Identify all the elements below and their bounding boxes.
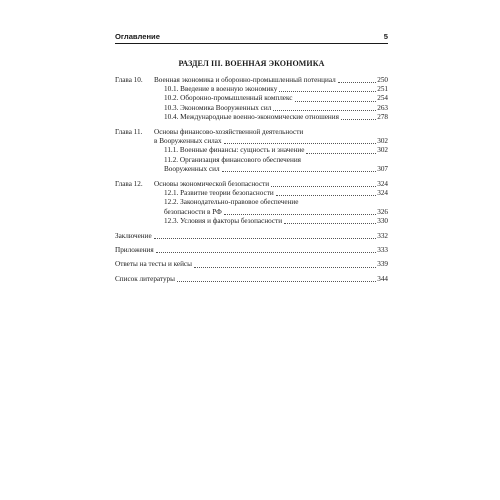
entry-page: 324 [377, 180, 388, 189]
entry-page: 278 [377, 112, 388, 121]
chapter-label: Глава 11. [115, 128, 143, 137]
entry-page: 263 [377, 103, 388, 112]
toc-entry[interactable] [154, 217, 388, 226]
entry-page: 251 [377, 85, 388, 94]
entry-page: 333 [377, 246, 388, 255]
toc-entry[interactable] [154, 128, 388, 146]
entry-page: 302 [377, 137, 388, 146]
entry-page: 324 [377, 189, 388, 198]
dot-leader [224, 143, 377, 144]
entry-title: Ответы на тесты и кейсы [115, 260, 192, 269]
entry-title: Военная экономика и оборонно-промышленный потенциал [154, 76, 336, 84]
dot-leader [284, 223, 376, 224]
entry-title: 10.2. Оборонно-промышленный комплекс [164, 94, 293, 103]
entry-title: 10.3. Экономика Вооруженных сил [164, 103, 272, 112]
section-title: РАЗДЕЛ III. ВОЕННАЯ ЭКОНОМИКА [178, 59, 325, 68]
toc-entry[interactable] [154, 189, 388, 198]
entry-title: Заключение [115, 232, 152, 241]
dot-leader [338, 82, 377, 83]
entry-page: 307 [377, 164, 388, 173]
entry-title-line1: 11.2. Организация финансового обеспечения [164, 155, 301, 164]
running-head [115, 32, 388, 44]
dot-leader [154, 238, 377, 239]
toc-chapter-12 [115, 180, 388, 226]
dot-leader [279, 91, 376, 92]
dot-leader [306, 153, 376, 154]
dot-leader [194, 267, 376, 268]
dot-leader [156, 252, 377, 253]
toc-chapter-11 [115, 128, 388, 174]
dot-leader [177, 281, 376, 282]
entry-title-line2: безопасности в РФ [164, 207, 222, 216]
entry-page: 330 [377, 216, 388, 225]
toc-chapter-10 [115, 76, 388, 122]
entry-title: Основы экономической безопасности [154, 180, 270, 189]
entry-page: 326 [377, 207, 388, 216]
entry-page: 302 [377, 146, 388, 155]
entry-title-line1: Основы финансово-хозяйственной деятельности [154, 128, 304, 137]
entry-page: 254 [377, 94, 388, 103]
table-of-contents [115, 76, 388, 284]
entry-title-line2: в Вооруженных силах [154, 137, 222, 146]
toc-entry[interactable] [154, 113, 388, 122]
toc-entry[interactable] [154, 198, 388, 216]
toc-entry-references[interactable] [115, 275, 388, 284]
chapter-label: Глава 12. [115, 180, 143, 189]
chapter-label: Глава 10. [115, 76, 143, 84]
dot-leader [222, 171, 377, 172]
entry-title: Приложения [115, 246, 154, 255]
entry-title: Список литературы [115, 274, 175, 283]
book-page [115, 32, 388, 284]
toc-entry[interactable] [154, 146, 388, 155]
page-number: 5 [383, 32, 388, 41]
toc-entry-conclusion[interactable] [115, 232, 388, 241]
entry-title-line1: 12.2. Законодательно-правовое обеспечение [164, 198, 299, 207]
toc-entry[interactable] [154, 104, 388, 113]
entry-title: 12.3. Условия и факторы безопасности [164, 216, 283, 225]
entry-title: 10.1. Введение в военную экономику [164, 85, 278, 94]
dot-leader [224, 214, 376, 215]
entry-title: 10.4. Международные военно-экономические отношения [164, 112, 339, 121]
entry-title: 12.1. Развитие теории безопасности [164, 189, 274, 198]
toc-entry[interactable] [154, 76, 388, 85]
entry-title: 11.1. Военные финансы: сущность и значение [164, 146, 305, 155]
dot-leader [276, 195, 377, 196]
entry-page: 332 [377, 232, 388, 241]
toc-entry-answers[interactable] [115, 260, 388, 269]
running-head-title: Оглавление [115, 32, 160, 41]
entry-title-line2: Вооруженных сил [164, 164, 220, 173]
toc-entry-appendices[interactable] [115, 246, 388, 255]
dot-leader [273, 110, 376, 111]
toc-entry[interactable] [154, 156, 388, 174]
entry-page: 344 [377, 274, 388, 283]
entry-page: 339 [377, 260, 388, 269]
dot-leader [295, 101, 377, 102]
entry-page: 250 [377, 76, 388, 84]
toc-entry[interactable] [154, 180, 388, 189]
toc-entry[interactable] [154, 94, 388, 103]
dot-leader [271, 186, 376, 187]
toc-entry[interactable] [154, 85, 388, 94]
dot-leader [341, 119, 376, 120]
